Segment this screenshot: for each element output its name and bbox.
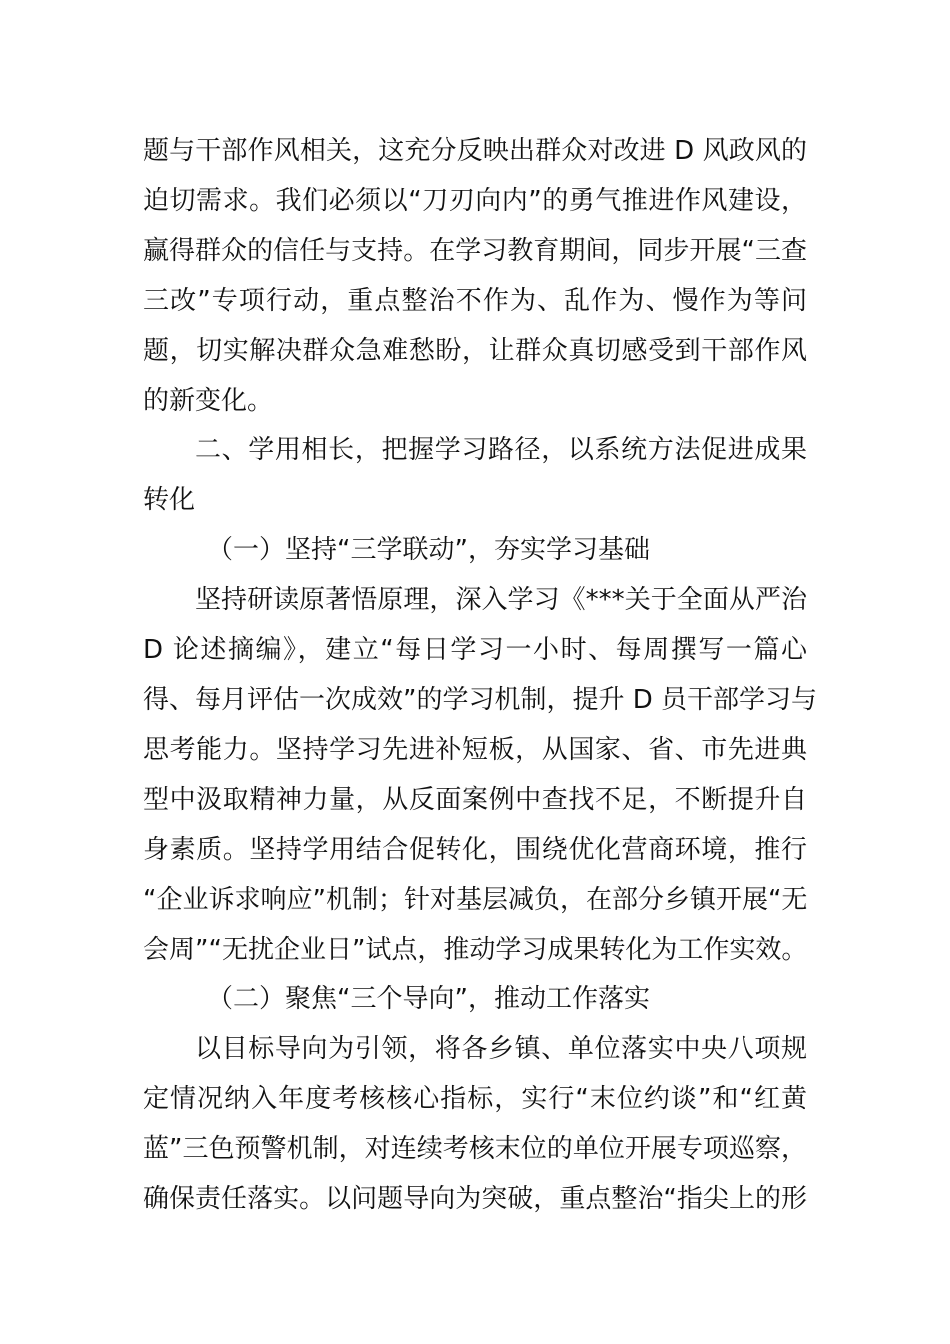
paragraph-line: 思考能力。坚持学习先进补短板，从国家、省、市先进典	[143, 735, 807, 765]
paragraph-line: 坚持研读原著悟原理，深入学习《***关于全面从严治	[195, 585, 807, 615]
paragraph-line: 以目标导向为引领，将各乡镇、单位落实中央八项规	[195, 1034, 807, 1064]
paragraph-line: 三改”专项行动，重点整治不作为、乱作为、慢作为等问	[143, 286, 807, 316]
paragraph-line: 确保责任落实。以问题导向为突破，重点整治“指尖上的形	[143, 1184, 807, 1214]
paragraph-line: 定情况纳入年度考核核心指标，实行“末位约谈”和“红黄	[143, 1084, 807, 1114]
subsection-heading: （一）坚持“三学联动”，夯实学习基础	[207, 535, 650, 565]
paragraph-line: “企业诉求响应”机制；针对基层减负，在部分乡镇开展“无	[143, 885, 808, 915]
paragraph-line: 的新变化。	[143, 386, 274, 416]
paragraph-line: 赢得群众的信任与支持。在学习教育期间，同步开展“三查	[143, 236, 807, 266]
paragraph-line: 蓝”三色预警机制，对连续考核末位的单位开展专项巡察，	[143, 1134, 807, 1164]
section-heading: 二、学用相长，把握学习路径，以系统方法促进成果	[195, 435, 807, 465]
paragraph-line: 题与干部作风相关，这充分反映出群众对改进 D 风政风的	[143, 136, 807, 166]
paragraph-line: 型中汲取精神力量，从反面案例中查找不足，不断提升自	[143, 785, 807, 815]
paragraph-line: 会周”“无扰企业日”试点，推动学习成果转化为工作实效。	[143, 935, 808, 965]
section-heading-continuation: 转化	[143, 485, 196, 515]
paragraph-line: 得、每月评估一次成效”的学习机制，提升 D 员干部学习与	[143, 685, 818, 715]
subsection-heading: （二）聚焦“三个导向”，推动工作落实	[207, 984, 650, 1014]
paragraph-line: 迫切需求。我们必须以“刀刃向内”的勇气推进作风建设，	[143, 186, 807, 216]
paragraph-line: D 论述摘编》，建立“每日学习一小时、每周撰写一篇心	[143, 635, 807, 665]
paragraph-line: 身素质。坚持学用结合促转化，围绕优化营商环境，推行	[143, 835, 807, 865]
paragraph-line: 题，切实解决群众急难愁盼，让群众真切感受到干部作风	[143, 336, 807, 366]
